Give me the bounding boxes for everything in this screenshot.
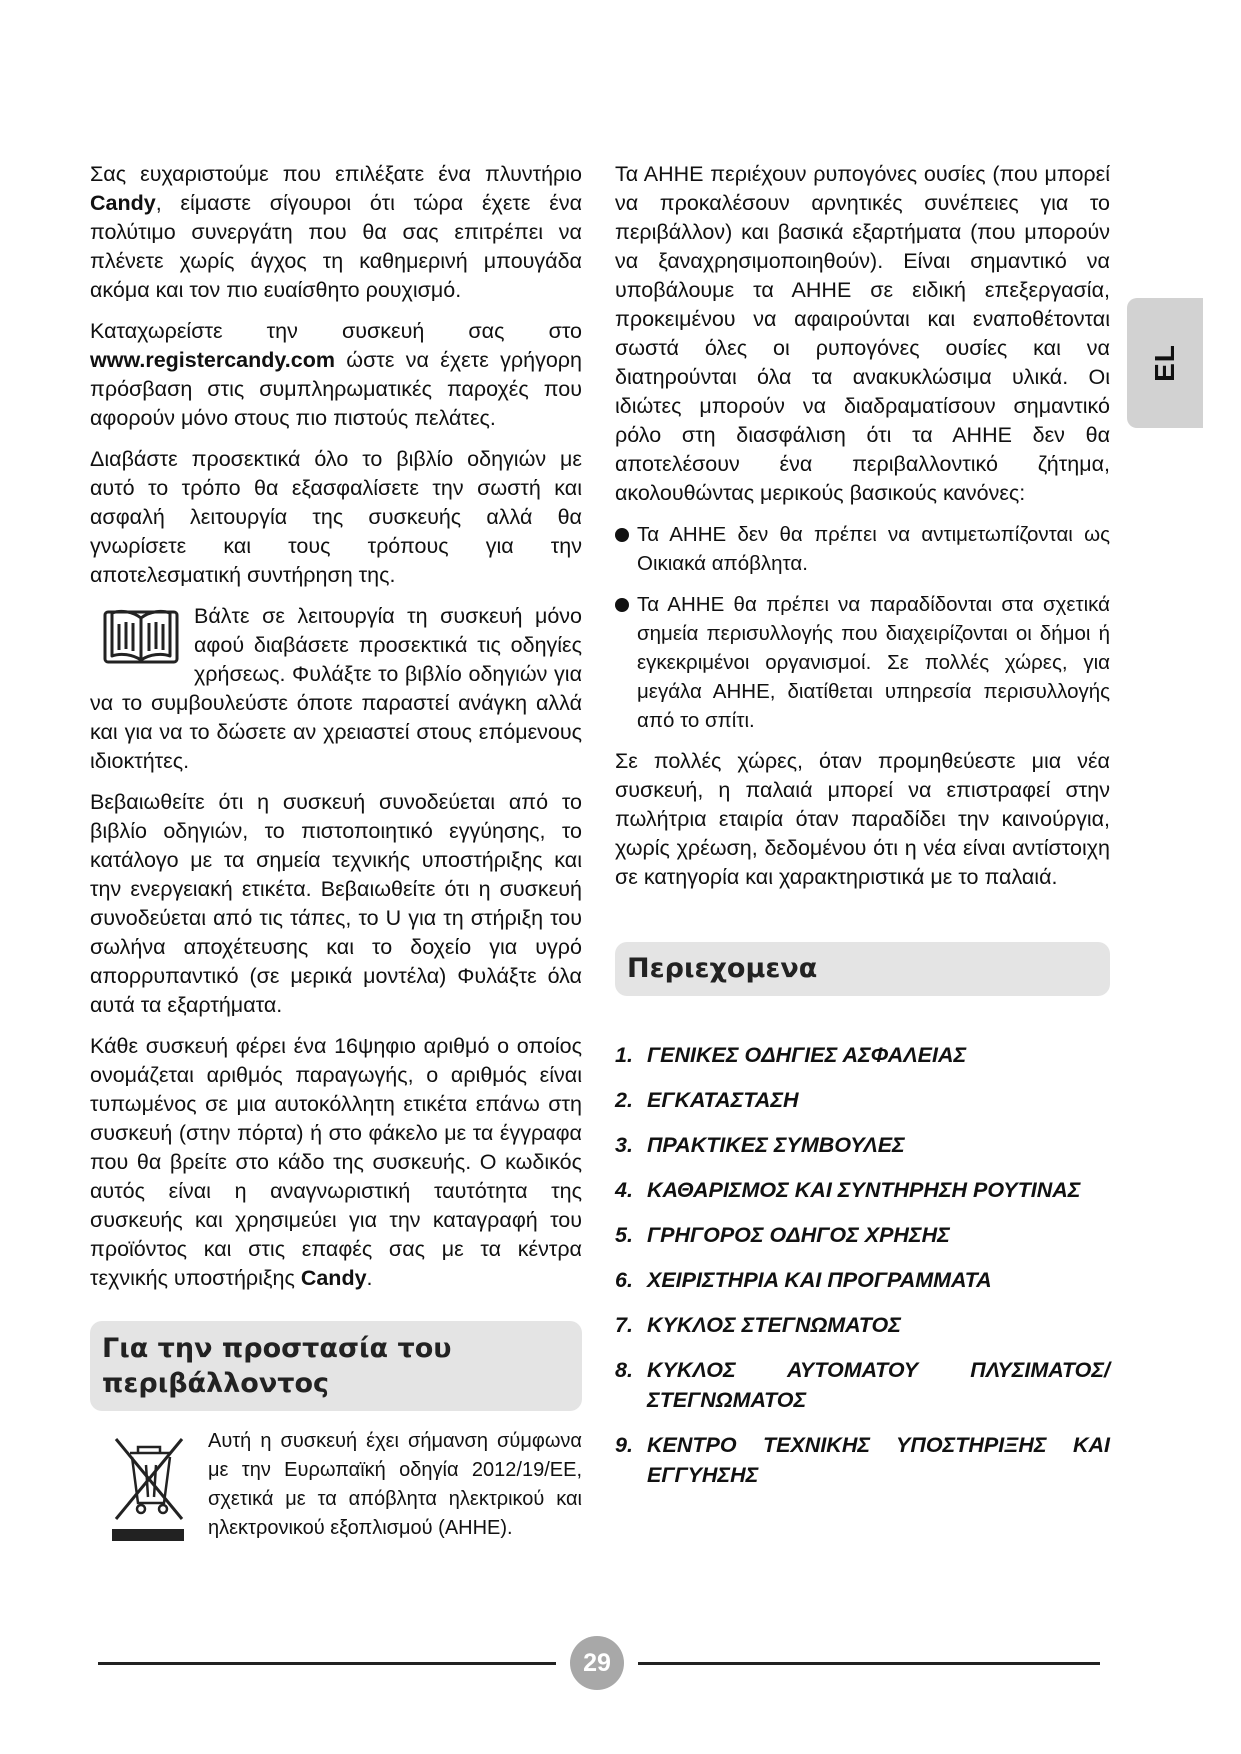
toc-item: 7. ΚΥΚΛΟΣ ΣΤΕΓΝΩΜΑΤΟΣ bbox=[615, 1313, 901, 1337]
toc-item: 6. ΧΕΙΡΙΣΤΗΡΙΑ ΚΑΙ ΠΡΟΓΡΑΜΜΑΤΑ bbox=[615, 1268, 992, 1292]
intro-paragraph: Σας ευχαριστούμε που επιλέξατε ένα πλυντήριο Candy, είμαστε σίγουροι ότι τώρα έχετε ένα πολύτιμο συνεργάτη που θα σας επιτρέπει να πλένετε χωρίς άγχος τη καθημερινή μπουγάδα ακόμα και τον πιο ευαίσθητο ρουχισμό. bbox=[90, 162, 582, 302]
left-column bbox=[90, 160, 582, 1555]
brand-name: Candy bbox=[300, 1266, 367, 1290]
toc-item: 3. ΠΡΑΚΤΙΚΕΣ ΣΥΜΒΟΥΛΕΣ bbox=[615, 1133, 905, 1157]
weee-rules-list bbox=[615, 520, 1110, 735]
read-manual-paragraph: Διαβάστε προσεκτικά όλο το βιβλίο οδηγιών με αυτό το τρόπο θα εξασφαλίσετε την σωστή και ασφαλή λειτουργία της συσκευής αλλά θα γνωρίσετε και τους τρόπους για την αποτελεσματική συντήρηση της. bbox=[90, 447, 582, 587]
toc-item: 5. ΓΡΗΓΟΡΟΣ ΟΔΗΓΟΣ ΧΡΗΣΗΣ bbox=[615, 1223, 950, 1247]
page-number-badge: 29 bbox=[570, 1636, 624, 1690]
toc-item: 9. ΚΕΝΤΡΟ ΤΕΧΝΙΚΗΣ ΥΠΟΣΤΗΡΙΞΗΣ ΚΑΙ ΕΓΓΥΗΣΗΣ bbox=[615, 1433, 1110, 1487]
weee-text: Αυτή η συσκευή έχει σήμανση σύμφωνα με την Ευρωπαϊκή οδηγία 2012/19/ΕΕ, σχετικά με τα απόβλητα ηλεκτρικού και ηλεκτρονικού εξοπλισμού (ΑΗΗΕ). bbox=[208, 1430, 582, 1539]
toc-item: 2. ΕΓΚΑΤΑΣΤΑΣΗ bbox=[615, 1088, 799, 1112]
footer-rule-right bbox=[638, 1662, 1100, 1665]
open-book-icon bbox=[102, 602, 180, 666]
list-item: Τα ΑΗΗΕ δεν θα πρέπει να αντιμετωπίζονται ως Οικιακά απόβλητα. bbox=[615, 520, 1110, 578]
brand-name: Candy bbox=[90, 191, 156, 215]
list-item: Τα ΑΗΗΕ θα πρέπει να παραδίδονται στα σχετικά σημεία περισυλλογής που διαχειρίζονται οι δήμοι ή εγκεκριμένοι οργανισμοί. Σε πολλές χώρες, για μεγάλα ΑΗΗΕ, διατίθεται υπηρεσία περισυλλογής από το σπίτι. bbox=[615, 590, 1110, 735]
language-tab: EL bbox=[1127, 298, 1203, 428]
register-url: www.registercandy.com bbox=[90, 348, 335, 372]
register-paragraph: Καταχωρείστε την συσκευή σας στο www.registercandy.com ώστε να έχετε γρήγορη πρόσβαση στις συμπληρωματικές παροχές που αφορούν μόνο στους πιο πιστούς πελάτες. bbox=[90, 319, 582, 430]
table-of-contents bbox=[615, 1040, 1110, 1490]
serial-number-paragraph: Κάθε συσκευή φέρει ένα 16ψηφιο αριθμό ο οποίος ονομάζεται αριθμός παραγωγής, ο αριθμός είναι τυπωμένος σε μια αυτοκόλλητη ετικέτα επάνω στη συσκευή (στην πόρτα) ή στο φάκελο με τα έγγραφα που θα βρείτε στο κάδο της συσκευής. Ο κωδικός αυτός είναι η αναγνωριστική ταυτότητα της συσκευής και χρησιμεύει για την καταγραφή του προϊόντος και στις επαφές σας με τα κέντρα τεχνικής υποστήριξης Candy. bbox=[90, 1034, 582, 1290]
right-column bbox=[615, 160, 1110, 1505]
toc-item: 1. ΓΕΝΙΚΕΣ ΟΔΗΓΙΕΣ ΑΣΦΑΛΕΙΑΣ bbox=[615, 1043, 967, 1067]
accessories-paragraph: Βεβαιωθείτε ότι η συσκευή συνοδεύεται από το βιβλίο οδηγιών, το πιστοποιητικό εγγύησης, το κατάλογο με τα σημεία τεχνικής υποστήριξης και την ενεργειακή ετικέτα. Βεβαιωθείτε ότι η συσκευή συνοδεύεται από τις τάπες, το U για τη στήριξη του σωλήνα αποχέτευσης και το δοχείο για υγρό απορρυπαντικό (σε μερικά μοντέλα) Φυλάξτε όλα αυτά τα εξαρτήματα. bbox=[90, 790, 582, 1017]
weee-block bbox=[90, 1427, 582, 1555]
toc-item: 8. ΚΥΚΛΟΣ ΑΥΤΟΜΑΤΟΥ ΠΛΥΣΙΜΑΤΟΣ/ΣΤΕΓΝΩΜΑΤΟΣ bbox=[615, 1358, 1110, 1412]
return-old-appliance-paragraph: Σε πολλές χώρες, όταν προμηθεύεστε μια νέα συσκευή, η παλαιά μπορεί να επιστραφεί στην πωλήτρια εταιρία όταν παραδίδει την καινούργια, χωρίς χρέωση, δεδομένου ότι η νέα είναι αντίστοιχη σε κατηγορία και χαρακτηριστικά με το παλαιά. bbox=[615, 749, 1110, 889]
environment-heading: Για την προστασία του περιβάλλοντος bbox=[90, 1321, 582, 1411]
manual-warning-paragraph: Βάλτε σε λειτουργία τη συσκευή μόνο αφού διαβάσετε προσεκτικά τις οδηγίες χρήσεως. Φυλάξτε το βιβλίο οδηγιών για να το συμβουλεύστε όποτε παραστεί ανάγκη αλλά και για να το δώσετε αν χρειαστεί στους επόμενους ιδιοκτήτες. bbox=[90, 604, 582, 773]
crossed-bin-icon bbox=[108, 1431, 188, 1543]
toc-item: 4. ΚΑΘΑΡΙΣΜΟΣ ΚΑΙ ΣΥΝΤΗΡΗΣΗ ΡΟΥΤΙΝΑΣ bbox=[615, 1178, 1081, 1202]
footer-rule-left bbox=[98, 1662, 556, 1665]
weee-info-paragraph: Τα ΑΗΗΕ περιέχουν ρυπογόνες ουσίες (που μπορεί να προκαλέσουν αρνητικές συνέπειες για το περιβάλλον) και βασικά εξαρτήματα (που μπορούν να ξαναχρησιμοποιηθούν). Είναι σημαντικό να υποβάλουμε τα ΑΗΗΕ σε ειδική επεξεργασία, προκειμένου να αφαιρούνται και εναποθέτονται σωστά όλες οι ρυπογόνες ουσίες και να διατηρούνται όλα τα ανακυκλώσιμα υλικά. Οι ιδιώτες μπορούν να διαδραματίσουν σημαντικό ρόλο στη διασφάλιση ότι τα ΑΗΗΕ δεν θα αποτελέσουν ένα περιβαλλοντικό ζήτημα, ακολουθώντας μερικούς βασικούς κανόνες: bbox=[615, 162, 1110, 505]
contents-heading: Περιεχομενα bbox=[615, 942, 1110, 996]
